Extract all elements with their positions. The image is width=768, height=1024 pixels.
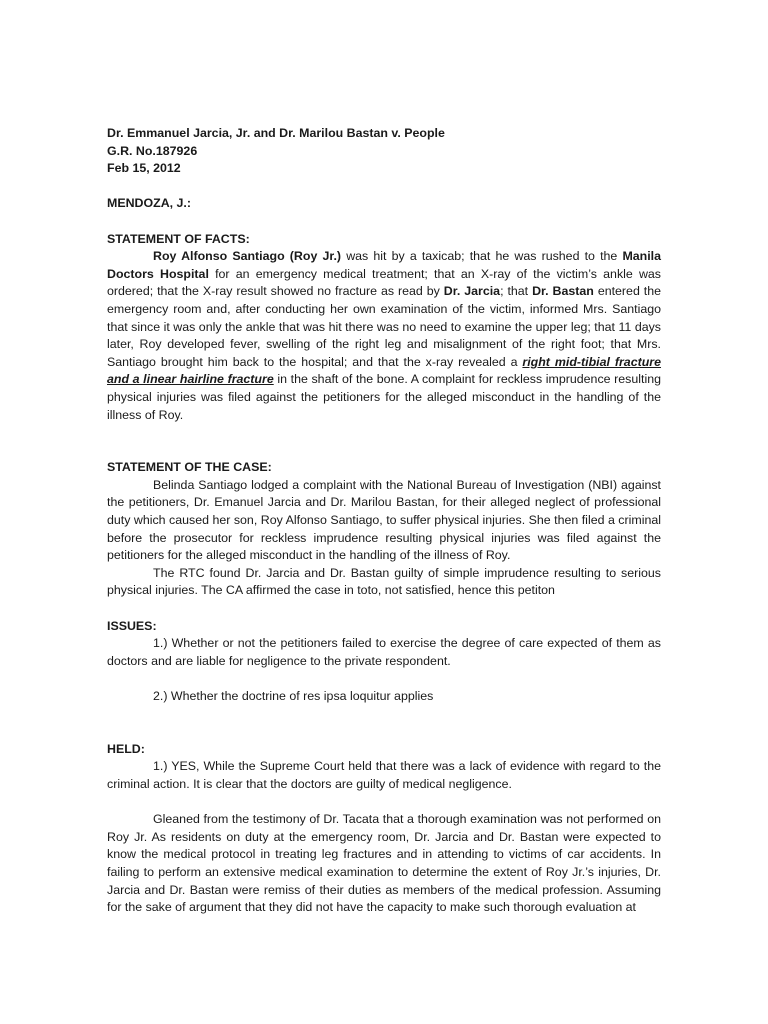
held-paragraph-1: 1.) YES, While the Supreme Court held that there was a lack of evidence with regard to the criminal action. It is clear that the doctors are guilty of medical negligence. bbox=[107, 759, 661, 791]
held-heading: HELD: bbox=[107, 741, 145, 756]
issue-1: 1.) Whether or not the petitioners failed to exercise the degree of care expected of them as doctors and are liable for negligence to the private respondent. bbox=[107, 636, 661, 668]
facts-text-b: for an emergency medical treatment; that an X-ray of the victim’s ankle was ordered; that the X-ray result showed no fracture as read by bbox=[107, 266, 661, 299]
issues-heading: ISSUES: bbox=[107, 618, 157, 633]
gr-number: G.R. No.187926 bbox=[107, 143, 198, 158]
held-paragraph-2: Gleaned from the testimony of Dr. Tacata that a thorough examination was not performed on Roy Jr. As residents on duty at the emergency room, Dr. Jarcia and Dr. Bastan were expected to know the medical protocol in treating leg fractures and in attending to victims of car accidents. In failing to perform an extensive medical examination to determine the extent of Roy Jr.’s injuries, Dr. Jarcia and Dr. Bastan were remiss of their duties as members of the medical profession. Assuming for the sake of argument that they did not have the capacity to make such thorough evaluation at bbox=[107, 812, 661, 915]
case-title: Dr. Emmanuel Jarcia, Jr. and Dr. Marilou Bastan v. People bbox=[107, 126, 445, 140]
issue-2: 2.) Whether the doctrine of res ipsa loquitur applies bbox=[153, 689, 434, 703]
facts-bastan: Dr. Bastan bbox=[532, 284, 594, 299]
decision-date: Feb 15, 2012 bbox=[107, 161, 181, 176]
facts-jarcia: Dr. Jarcia bbox=[443, 284, 501, 299]
facts-text-c: ; that bbox=[500, 284, 533, 299]
case-paragraph-2: The RTC found Dr. Jarcia and Dr. Bastan guilty of simple imprudence resulting to serious physical injuries. The CA affirmed the case in toto, not satisfied, hence this petiton bbox=[107, 565, 661, 598]
facts-fracture: right mid-tibial fracture and a linear hairline fracture bbox=[107, 354, 662, 387]
facts-hospital: Manila Doctors Hospital bbox=[107, 249, 661, 281]
case-caption bbox=[107, 125, 661, 178]
ponente: MENDOZA, J.: bbox=[107, 196, 191, 211]
case-heading: STATEMENT OF THE CASE: bbox=[107, 460, 272, 475]
facts-heading: STATEMENT OF FACTS: bbox=[107, 231, 250, 246]
facts-text-a: was hit by a taxicab; that he was rushed to the bbox=[341, 249, 623, 264]
case-paragraph-1: Belinda Santiago lodged a complaint with the National Bureau of Investigation (NBI) against the petitioners, Dr. Emanuel Jarcia and Dr. Marilou Bastan, for their alleged neglect of professional duty which caused her son, Roy Alfonso Santiago, to suffer physical injuries. She then filed a criminal before the prosecutor for reckless imprudence resulting physical injuries was filed against the petitioners for the alleged misconduct in the handling of the illness of Roy. bbox=[107, 477, 661, 563]
facts-alias: (Roy Jr.) bbox=[289, 249, 342, 264]
facts-text-d: entered the emergency room and, after conducting her own examination of the victim, informed Mrs. Santiago that since it was only the ankle that was hit there was no need to examine the upper leg; that 11 days later, Roy developed fever, swelling of the right leg and misalignment of the right foot; that Mrs. Santiago brought him back to the hospital; and that the x-ray revealed a bbox=[107, 284, 662, 369]
facts-text-e: in the shaft of the bone. A complaint for reckless imprudence resulting physical injuries was filed against the petitioners for the alleged misconduct in the handling of the illness of Roy. bbox=[107, 372, 661, 422]
facts-name: Roy Alfonso Santiago bbox=[153, 249, 285, 264]
facts-paragraph bbox=[107, 248, 661, 424]
